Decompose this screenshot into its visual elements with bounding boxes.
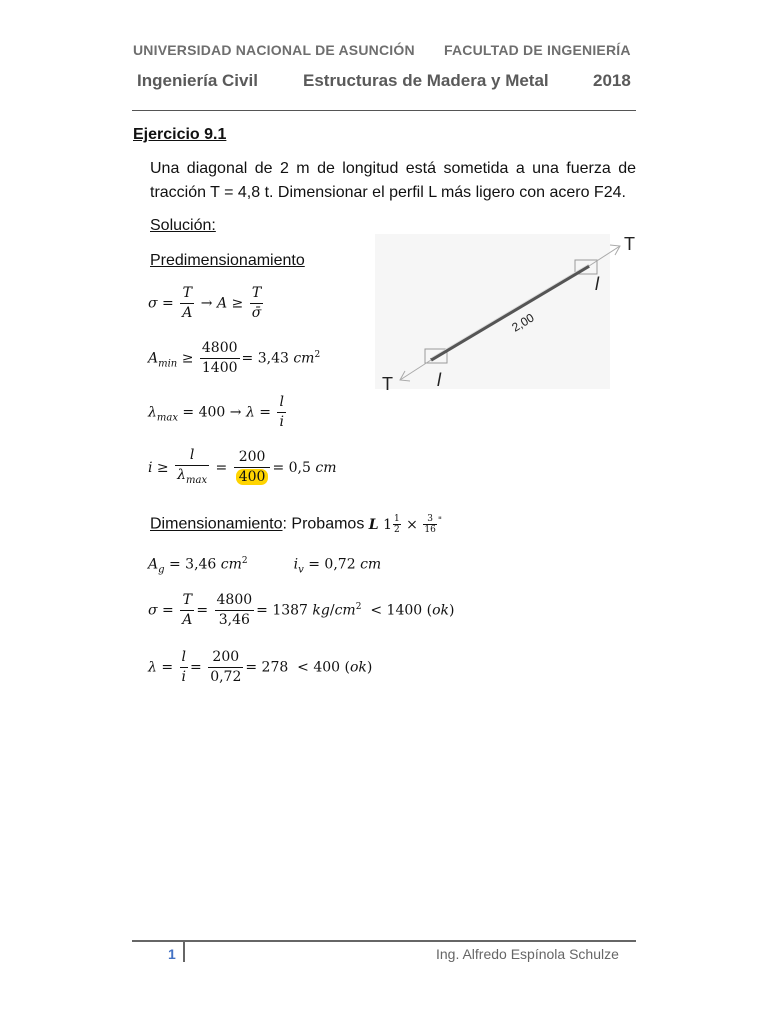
exercise-statement: Una diagonal de 2 m de longitud está sometida a una fuerza de tracción T = 4,8 t. Dimensionar el perfil L más ligero con acero F24. [150, 160, 636, 201]
lower-l-label: l [437, 370, 441, 390]
highlight-400: 400 [236, 469, 269, 485]
stress-check: σ = $\frac{T}{A}$ = $\frac{4800}{3,46}$ = 1387 $kg/cm^2 < 1400$ (ok) [148, 592, 455, 628]
footer-divider [132, 940, 636, 942]
dimensioning-line [150, 514, 442, 535]
dimensioning-text: : Probamos [282, 515, 365, 533]
profile-spec: L 1 $\frac{1}{2}$ × $\frac{3}{16}$ " [368, 514, 442, 535]
slenderness-formula: $\lambda_{max} = 400 \to \lambda$ = $\frac{l}{i}$ [148, 394, 284, 430]
slenderness-check: λ = $\frac{l}{i}$ = $\frac{200}{0,72}$ = 278 < 400 (ok) [148, 649, 373, 685]
diagonal-member-figure [375, 228, 645, 398]
radius-formula: i ≥ $\frac{l}{\lambda_{max}}$ = $\frac{200}{400}$ = 0,5 cm [148, 447, 337, 486]
length-label: 2,00 [509, 310, 537, 335]
header-divider [132, 110, 636, 111]
year: 2018 [593, 71, 631, 90]
area-min-formula: $A_{min}$ ≥ $\frac{4800}{1400}$ = 3,43 $cm^2$ [148, 340, 321, 376]
page-number: 1 [168, 946, 176, 962]
figure-background [375, 234, 610, 389]
gross-area-line: $A_g = 3,46$ $cm^2$ $i_v = 0,72$ cm [148, 556, 382, 576]
author-name: Ing. Alfredo Espínola Schulze [436, 946, 619, 962]
dimensioning-label: Dimensionamiento [150, 515, 283, 533]
footer-tick [183, 940, 185, 962]
university-name: UNIVERSIDAD NACIONAL DE ASUNCIÓN [133, 42, 415, 58]
lower-force-label: T [382, 374, 393, 394]
career-name: Ingeniería Civil [137, 71, 258, 90]
faculty-name: FACULTAD DE INGENIERÍA [444, 42, 631, 58]
stress-formula: σ = $\frac{T}{A}$ → A ≥ $\frac{T}{\sigmā}$ [148, 285, 262, 321]
upper-l-label: l [595, 274, 599, 294]
subject-name: Estructuras de Madera y Metal [303, 71, 549, 90]
predimensioning-label: Predimensionamiento [150, 252, 305, 269]
upper-force-label: T [624, 234, 635, 254]
solution-label: Solución: [150, 217, 216, 234]
exercise-title: Ejercicio 9.1 [133, 126, 227, 143]
